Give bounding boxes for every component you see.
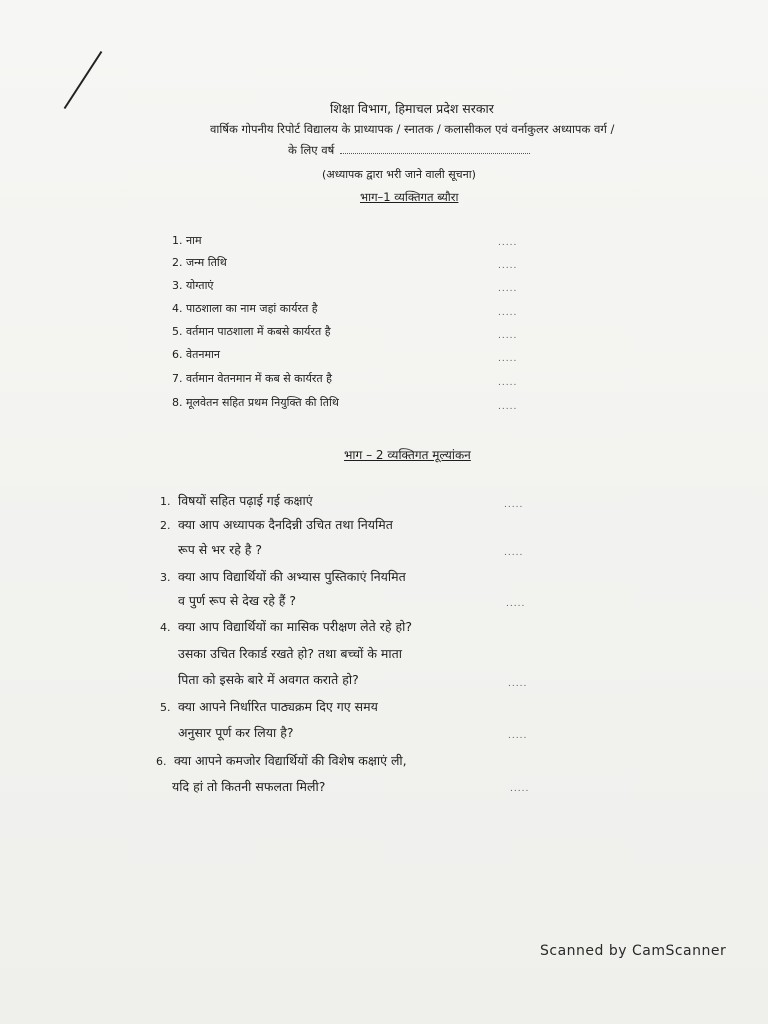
question-number: 2.	[160, 519, 171, 532]
fill-blank: .....	[498, 284, 518, 294]
pen-stroke-mark	[64, 51, 103, 109]
fill-blank: .....	[508, 731, 528, 741]
question-line: उसका उचित रिकार्ड रखते हो? तथा बच्चों के माता	[178, 646, 402, 661]
fill-blank: .....	[504, 548, 524, 558]
report-subtitle: वार्षिक गोपनीय रिपोर्ट विद्यालय के प्राध्यापक / स्नातक / कलासीकल एवं वर्नाकुलर अध्यापक वर्ग /	[210, 122, 615, 136]
part1-item: 1. नाम	[172, 234, 202, 247]
question-number: 4.	[160, 621, 171, 634]
question-number: 5.	[160, 701, 171, 714]
question-line: क्या आप विद्यार्थियों का मासिक परीक्षण लेते रहे हो?	[177, 619, 412, 634]
department-title: शिक्षा विभाग, हिमाचल प्रदेश सरकार	[330, 101, 494, 116]
question-1	[160, 492, 313, 509]
part1-item: 3. योग्ताएं	[172, 279, 214, 292]
fill-blank: .....	[508, 679, 528, 689]
question-number: 3.	[160, 571, 171, 584]
part1-item: 4. पाठशाला का नाम जहां कार्यरत है	[172, 302, 318, 315]
question-line: क्या आपने कमजोर विद्यार्थियों की विशेष कक्षाएं ली,	[173, 753, 407, 768]
year-label: के लिए वर्ष	[288, 143, 335, 157]
question-line: अनुसार पूर्ण कर लिया है?	[178, 725, 294, 740]
fill-note: (अध्यापक द्वारा भरी जाने वाली सूचना)	[322, 168, 476, 181]
question-6	[156, 752, 407, 769]
question-number: 6.	[156, 755, 167, 768]
fill-blank: .....	[506, 599, 526, 609]
year-blank	[340, 143, 530, 154]
fill-blank: .....	[498, 308, 518, 318]
question-line: क्या आपने निर्धारित पाठ्यक्रम दिए गए समय	[177, 699, 378, 714]
question-line: क्या आप विद्यार्थियों की अभ्यास पुस्तिकाएं नियमित	[177, 569, 406, 584]
fill-blank: .....	[498, 378, 518, 388]
fill-blank: .....	[504, 500, 524, 510]
fill-blank: .....	[510, 784, 530, 794]
question-line: व पुर्ण रूप से देख रहे हैं ?	[178, 593, 297, 608]
question-line: यदि हां तो कितनी सफलता मिली?	[172, 779, 326, 794]
year-line	[288, 143, 768, 158]
question-3	[160, 568, 406, 585]
question-2	[160, 516, 393, 533]
fill-blank: .....	[498, 261, 518, 271]
question-number: 1.	[160, 495, 171, 508]
question-line: क्या आप अध्यापक दैनदिन्नी उचित तथा नियमित	[177, 517, 393, 532]
part1-item: 6. वेतनमान	[172, 348, 221, 361]
part1-item: 2. जन्म तिथि	[172, 256, 227, 269]
part1-item: 7. वर्तमान वेतनमान में कब से कार्यरत है	[172, 372, 332, 385]
fill-blank: .....	[498, 354, 518, 364]
part1-item: 5. वर्तमान पाठशाला में कबसे कार्यरत है	[172, 325, 331, 338]
part2-heading: भाग – 2 व्यक्तिगत मूल्यांकन	[344, 448, 471, 462]
fill-blank: .....	[498, 331, 518, 341]
question-line: विषयों सहित पढ़ाई गई कक्षाएं	[177, 493, 313, 508]
part1-item: 8. मूलवेतन सहित प्रथम नियुक्ति की तिथि	[172, 396, 339, 409]
question-5	[160, 698, 378, 715]
scanner-watermark: Scanned by CamScanner	[540, 943, 727, 959]
fill-blank: .....	[498, 238, 518, 248]
question-line: पिता को इसके बारे में अवगत कराते हो?	[178, 672, 359, 687]
part1-heading: भाग–1 व्यक्तिगत ब्यौरा	[360, 190, 459, 204]
question-4	[160, 618, 412, 635]
question-line: रूप से भर रहे है ?	[178, 542, 263, 557]
fill-blank: .....	[498, 402, 518, 412]
